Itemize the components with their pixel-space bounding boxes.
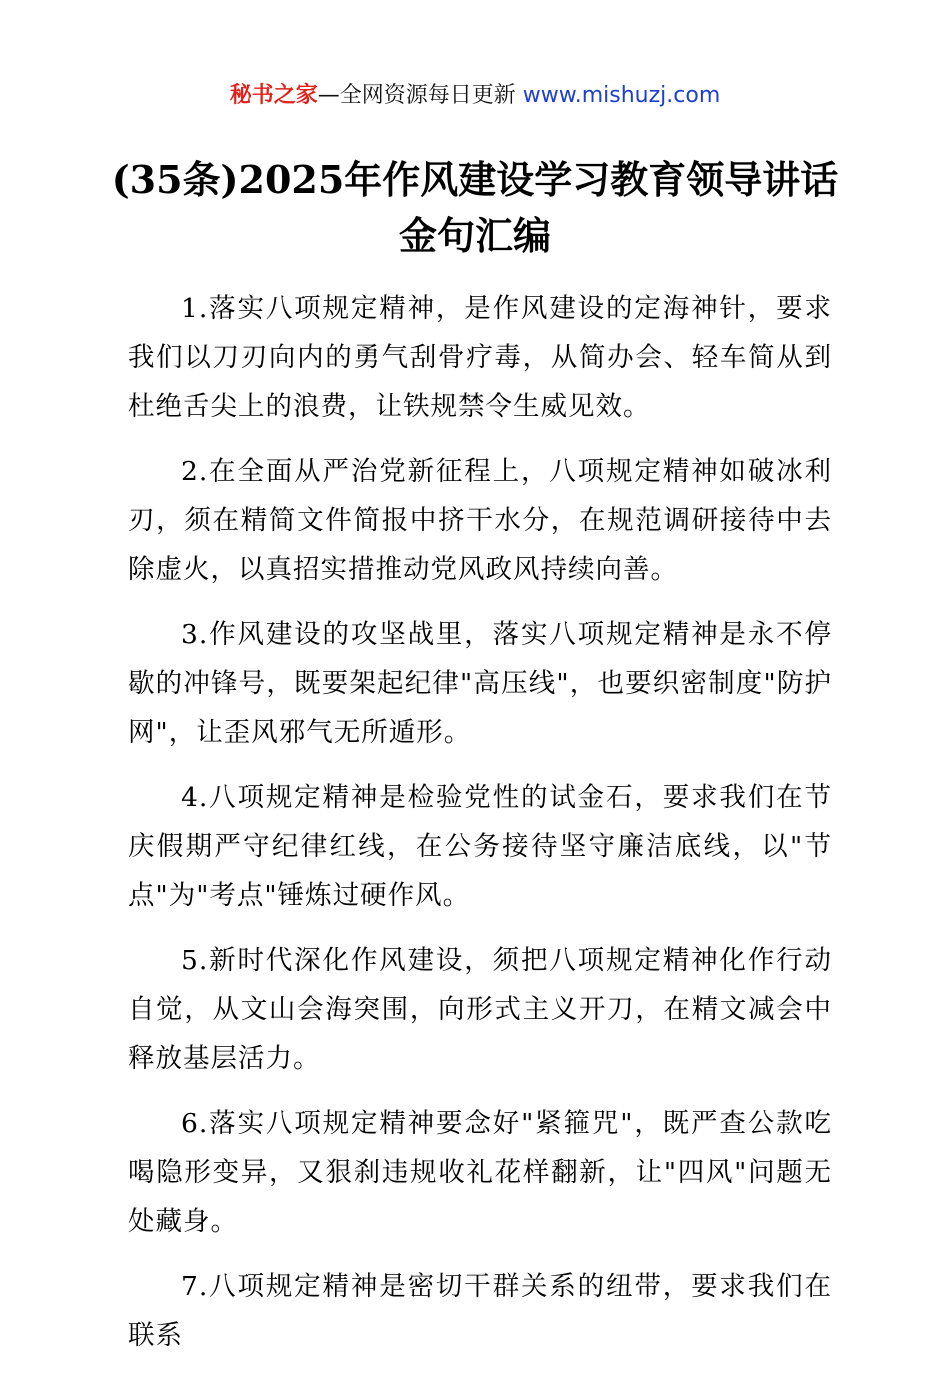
paragraph: 5.新时代深化作风建设，须把八项规定精神化作行动自觉，从文山会海突围，向形式主义开刀，在精文减会中释放基层活力。 (128, 945, 832, 1074)
site-header (0, 80, 950, 112)
paragraph: 7.八项规定精神是密切干群关系的纽带，要求我们在联系 (128, 1271, 832, 1351)
paragraph: 2.在全面从严治党新征程上，八项规定精神如破冰利刃，须在精简文件简报中挤干水分，在规范调研接待中去除虚火，以真招实措推动党风政风持续向善。 (128, 456, 832, 585)
paragraph: 1.落实八项规定精神，是作风建设的定海神针，要求我们以刀刃向内的勇气刮骨疗毒，从简办会、轻车简从到杜绝舌尖上的浪费，让铁规禁令生威见效。 (128, 293, 832, 422)
document-title: (35条)2025年作风建设学习教育领导讲话金句汇编 (111, 157, 839, 258)
paragraph: 6.落实八项规定精神要念好"紧箍咒"，既严查公款吃喝隐形变异，又狠刹违规收礼花样翻新，让"四风"问题无处藏身。 (128, 1108, 832, 1237)
site-url[interactable]: www.mishuzj.com (522, 83, 721, 108)
site-tagline: —全网资源每日更新 (317, 83, 523, 108)
document-body (128, 284, 832, 1376)
site-brand: 秘书之家 (229, 83, 318, 108)
paragraph: 3.作风建设的攻坚战里，落实八项规定精神是永不停歇的冲锋号，既要架起纪律"高压线"，也要织密制度"防护网"，让歪风邪气无所遁形。 (128, 619, 832, 748)
paragraph: 4.八项规定精神是检验党性的试金石，要求我们在节庆假期严守纪律红线，在公务接待坚守廉洁底线，以"节点"为"考点"锤炼过硬作风。 (128, 782, 832, 911)
